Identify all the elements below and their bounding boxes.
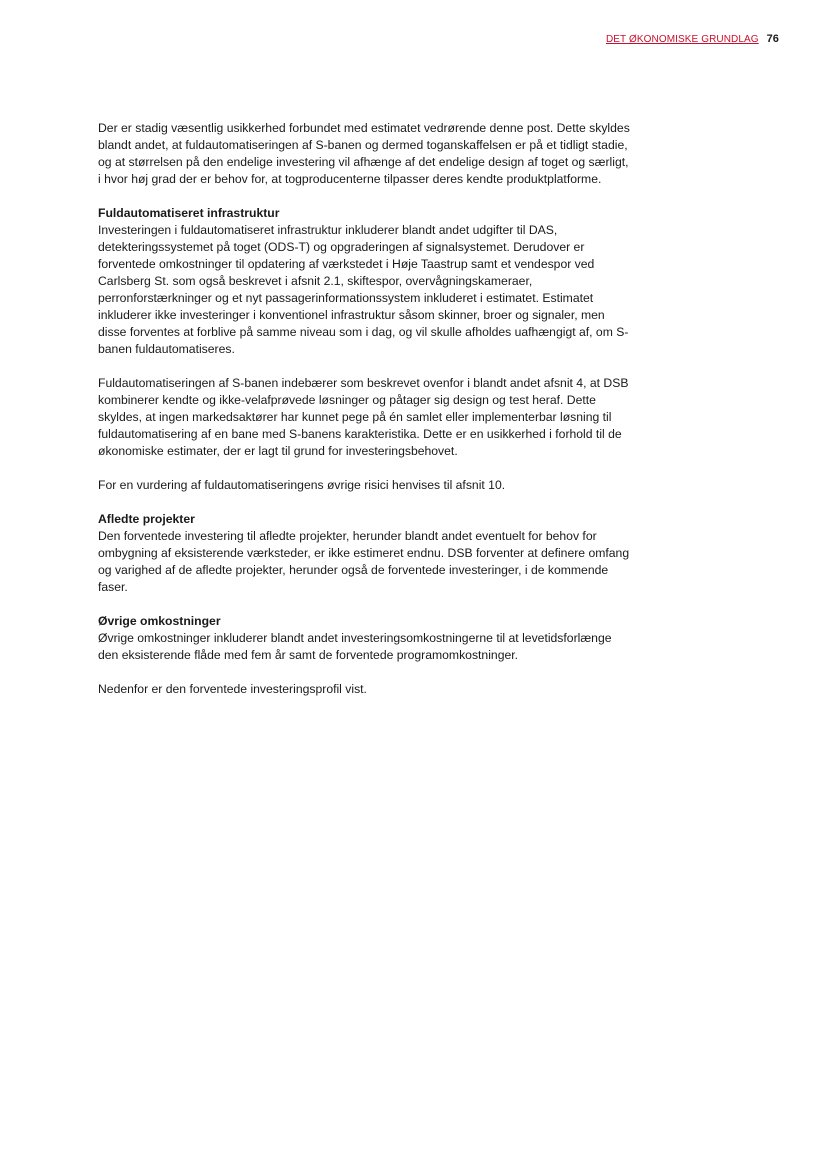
running-section-title: DET ØKONOMISKE GRUNDLAG [605, 34, 759, 45]
paragraph-infrastructure: Investeringen i fuldautomatiseret infrastruktur inkluderer blandt andet udgifter til DAS, detekteringssystemet på toget (ODS-T) og opgraderingen af signalsystemet. Derudover er forventede omkostninger til opdatering af værkstedet i Høje Taastrup samt et vendespor ved Carlsberg St. som også beskrevet i afsnit 2.1, skiftespor, overvågningskameraer, perronforstærkninger og et nyt passagerinformationssystem inkluderet i estimatet. Estimatet inkluderer ikke investeringer i konventionel infrastruktur såsom skinner, broer og signaler, men disse forventes at forblive på samme niveau som i dag, og vil skulle afholdes uafhængigt af, om S-banen fuldautomatiseres. [98, 223, 629, 356]
heading-other-costs: Øvrige omkostninger [98, 614, 221, 628]
paragraph-derived-projects: Den forventede investering til afledte projekter, herunder blandt andet eventuelt for behov for ombygning af eksisterende værksteder, er ikke estimeret endnu. DSB forventer at definere omfang og varighed af de afledte projekter, herunder også de forventede investeringer, i de kommende faser. [98, 529, 630, 594]
paragraph-automation-solutions: Fuldautomatiseringen af S-banen indebærer som beskrevet ovenfor i blandt andet afsnit 4, at DSB kombinerer kendte og ikke-velafprøvede løsninger og påtager sig design og test heraf. Dette skyldes, at ingen markedsaktører har kunnet pege på én samlet eller implementerbar løsning til fuldautomatisering af en bane med S-banens karakteristika. Dette er en usikkerhed i forhold til de økonomiske estimater, der er lagt til grund for investeringsbehovet. [98, 376, 629, 458]
page-header [606, 33, 779, 45]
page-number: 76 [766, 33, 779, 45]
heading-derived-projects: Afledte projekter [98, 512, 195, 526]
paragraph-other-costs: Øvrige omkostninger inkluderer blandt andet investeringsomkostningerne til at levetidsforlænge den eksisterende flåde med fem år samt de forventede programomkostninger. [98, 631, 612, 662]
paragraph-investment-profile: Nedenfor er den forventede investeringsprofil vist. [98, 682, 367, 696]
paragraph-risk-reference: For en vurdering af fuldautomatiseringens øvrige risici henvises til afsnit 10. [98, 478, 506, 492]
body-content [98, 120, 632, 715]
paragraph-estimate-uncertainty: Der er stadig væsentlig usikkerhed forbundet med estimatet vedrørende denne post. Dette skyldes blandt andet, at fuldautomatiseringen af S-banen og dermed toganskaffelsen er på et tidligt stadie, og at størrelsen på den endelige investering vil afhænge af det endelige design af toget og særligt, i hvor høj grad der er behov for, at togproducenterne tilpasser deres kendte produktplatforme. [98, 121, 630, 186]
heading-infrastructure: Fuldautomatiseret infrastruktur [98, 206, 280, 220]
